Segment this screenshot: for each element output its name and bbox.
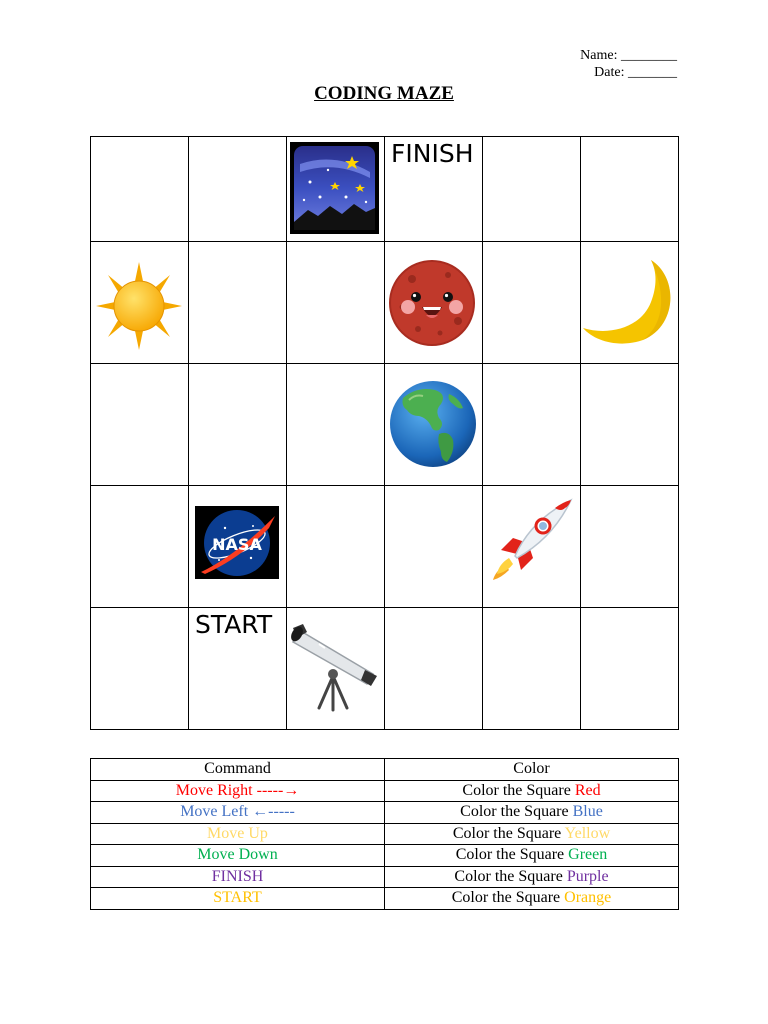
color-instruction (385, 780, 679, 802)
color-word-blue: Blue (572, 803, 603, 821)
start-label: START (195, 610, 273, 639)
command-move-up: Move Up (91, 823, 385, 845)
crescent-moon-icon (581, 256, 677, 346)
color-word-yellow: Yellow (564, 824, 611, 842)
maze-cell[interactable] (287, 486, 385, 608)
color-instruction (385, 845, 679, 867)
legend-row (91, 780, 679, 802)
maze-cell[interactable] (189, 137, 287, 242)
maze-cell[interactable] (581, 364, 679, 486)
maze-cell[interactable] (287, 608, 385, 730)
legend-table (90, 758, 679, 910)
maze-cell[interactable] (483, 486, 581, 608)
telescope-icon (289, 620, 383, 712)
command-move-right: Move Right -----→ (91, 780, 385, 802)
legend-row (91, 866, 679, 888)
mars-face-icon (388, 259, 476, 347)
color-instruction-prefix: Color the Square (455, 846, 569, 864)
legend-row (91, 802, 679, 824)
maze-cell[interactable] (581, 486, 679, 608)
maze-cell[interactable] (385, 486, 483, 608)
maze-cell[interactable] (189, 242, 287, 364)
legend-row (91, 845, 679, 867)
color-instruction (385, 866, 679, 888)
date-field[interactable]: Date: _______ (594, 65, 677, 80)
night-sky-icon (290, 142, 379, 234)
maze-cell[interactable] (483, 608, 581, 730)
maze-cell[interactable] (581, 608, 679, 730)
maze-cell[interactable] (385, 242, 483, 364)
rocket-icon (487, 494, 577, 582)
maze-cell-finish[interactable] (385, 137, 483, 242)
command-finish: FINISH (91, 866, 385, 888)
maze-cell[interactable] (581, 242, 679, 364)
maze-cell[interactable] (91, 486, 189, 608)
name-field[interactable]: Name: ________ (580, 48, 677, 63)
maze-cell[interactable] (483, 137, 581, 242)
page-title: CODING MAZE (314, 83, 454, 104)
color-instruction-prefix: Color the Square (454, 867, 567, 885)
maze-cell[interactable] (287, 137, 385, 242)
nasa-logo (195, 506, 279, 579)
color-instruction-prefix: Color the Square (451, 889, 565, 907)
maze-cell[interactable] (385, 364, 483, 486)
maze-cell[interactable] (287, 364, 385, 486)
legend-row (91, 823, 679, 845)
command-move-down: Move Down (91, 845, 385, 867)
color-word-red: Red (574, 781, 601, 799)
color-word-green: Green (568, 846, 608, 864)
color-instruction (385, 888, 679, 910)
color-instruction-prefix: Color the Square (452, 824, 565, 842)
color-word-purple: Purple (566, 867, 609, 885)
earth-icon (389, 380, 477, 468)
sun-icon (96, 262, 182, 350)
maze-cell-start[interactable] (189, 608, 287, 730)
finish-label: FINISH (391, 139, 474, 168)
color-instruction (385, 823, 679, 845)
color-instruction-prefix: Color the Square (462, 781, 575, 799)
header-fields (580, 47, 677, 81)
maze-cell[interactable] (189, 486, 287, 608)
maze-cell[interactable] (483, 364, 581, 486)
legend-header-row (91, 759, 679, 781)
maze-grid (90, 136, 679, 730)
maze-cell[interactable] (91, 364, 189, 486)
legend-header-color: Color (385, 759, 679, 781)
maze-cell[interactable] (581, 137, 679, 242)
command-move-left: Move Left ←----- (91, 802, 385, 824)
nasa-wordmark: NASA (212, 535, 262, 554)
color-word-orange: Orange (564, 889, 612, 907)
color-instruction-prefix: Color the Square (460, 803, 573, 821)
maze-cell[interactable] (91, 242, 189, 364)
legend-header-command: Command (91, 759, 385, 781)
maze-cell[interactable] (287, 242, 385, 364)
maze-cell[interactable] (91, 608, 189, 730)
color-instruction (385, 802, 679, 824)
maze-cell[interactable] (385, 608, 483, 730)
legend-row (91, 888, 679, 910)
maze-cell[interactable] (189, 364, 287, 486)
maze-cell[interactable] (483, 242, 581, 364)
command-start: START (91, 888, 385, 910)
maze-cell[interactable] (91, 137, 189, 242)
